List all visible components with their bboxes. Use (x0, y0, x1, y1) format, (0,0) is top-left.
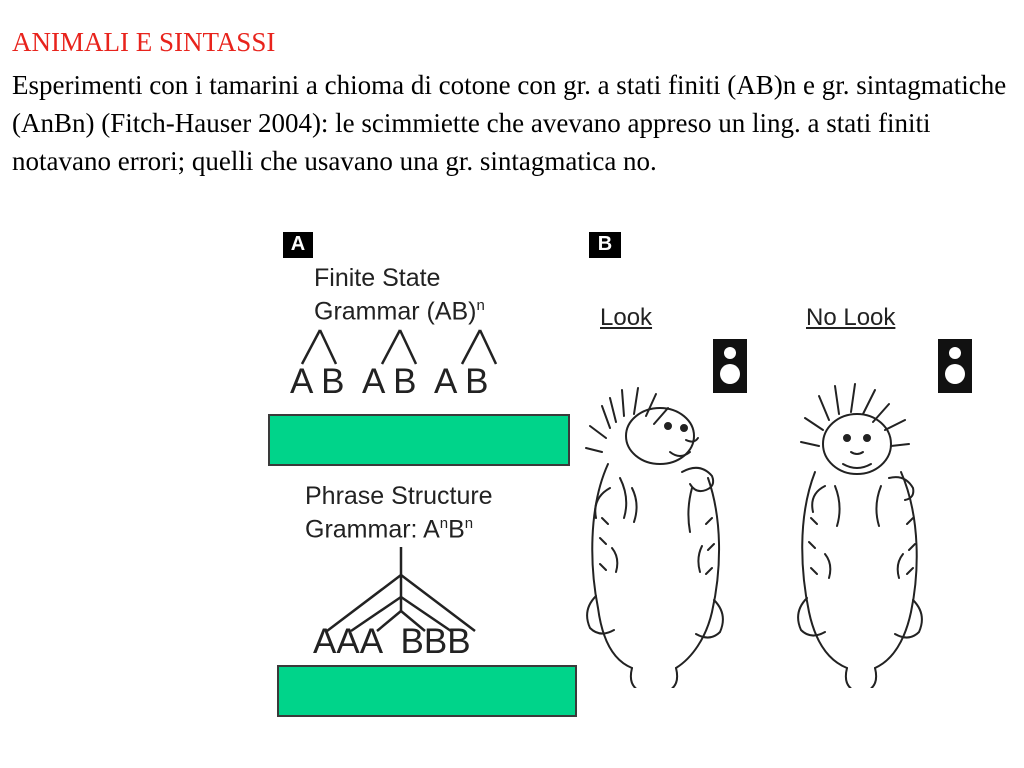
tamarin-look-drawing (572, 368, 732, 688)
tamarin-no-look-drawing (785, 368, 945, 688)
finite-state-line2 (314, 292, 485, 325)
finite-state-line1: Finite State (314, 264, 441, 292)
phrase-structure-string: AAA BBB (313, 622, 471, 661)
panel-a-badge: A (283, 232, 313, 258)
phrase-structure-line1: Phrase Structure (305, 482, 493, 510)
phrase-structure-line2 (305, 510, 493, 543)
look-condition-label: Look (600, 304, 653, 331)
finite-state-formula: Grammar (AB) (314, 297, 477, 326)
finite-state-exponent: n (476, 297, 485, 314)
phrase-structure-exponent-b: n (464, 515, 474, 532)
no-look-condition-label: No Look (806, 304, 896, 331)
phrase-structure-formula-a: Grammar: A (305, 515, 440, 544)
slide-body-text: Esperimenti con i tamarini a chioma di cotone con gr. a stati finiti (AB)n e gr. sintagmatiche (AnBn) (Fitch-Hauser 2004): le scimmiette che avevano appreso un ling. a stati finiti notavano errori; quelli che usavano una gr. sintagmatica no. (12, 70, 1007, 176)
phrase-structure-formula-b: B (448, 515, 465, 544)
phrase-structure-exponent-a: n (439, 515, 449, 532)
cover-box-top (268, 414, 570, 466)
cover-box-bottom (277, 665, 577, 717)
phrase-structure-grammar-label (305, 482, 493, 543)
finite-state-string: A B A B A B (290, 362, 489, 401)
slide-title: ANIMALI E SINTASSI (12, 27, 276, 57)
finite-state-grammar-label (314, 264, 485, 325)
panel-b-badge: B (589, 232, 621, 258)
